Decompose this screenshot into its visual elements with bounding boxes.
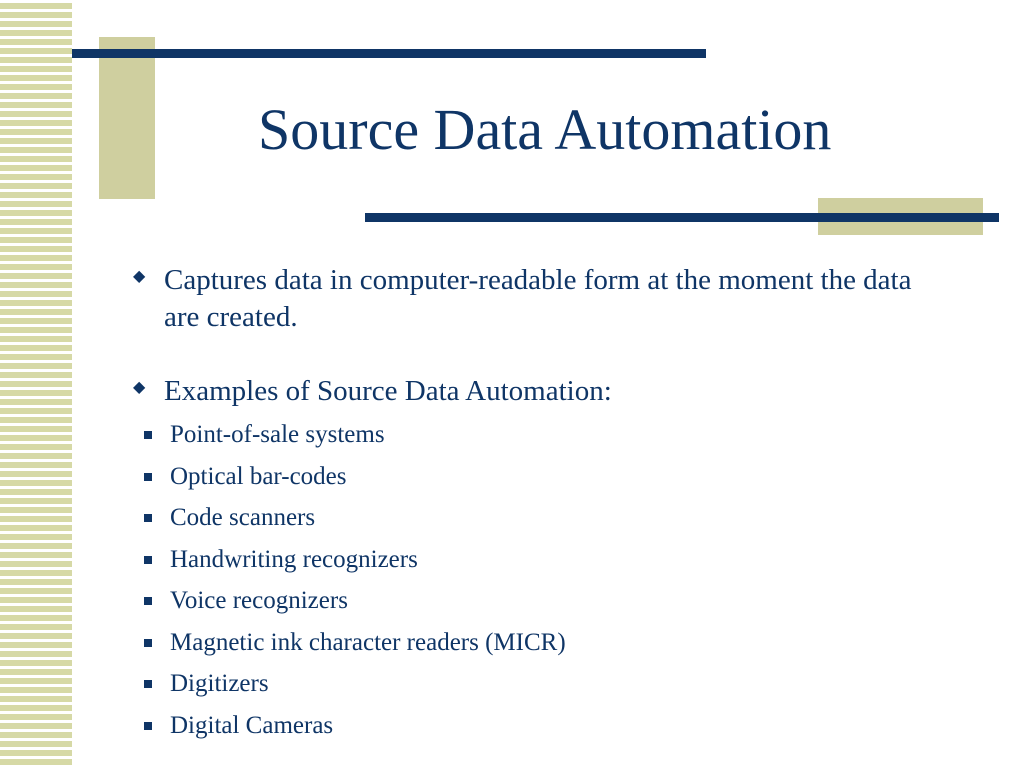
sub-bullet-text: Digitizers	[170, 670, 269, 697]
sub-bullet-item	[142, 497, 948, 539]
sub-bullet-text: Magnetic ink character readers (MICR)	[170, 628, 566, 656]
sub-bullet-item	[142, 456, 948, 498]
square-bullet-icon	[144, 639, 152, 647]
title-rule-bottom	[365, 213, 999, 222]
square-bullet-icon	[144, 680, 152, 688]
sub-bullet-item	[142, 622, 948, 664]
sub-bullet-item	[142, 663, 948, 705]
sub-bullet-text: Digital Cameras	[170, 711, 334, 739]
square-bullet-icon	[144, 556, 152, 564]
sub-bullet-text: Code scanners	[170, 504, 316, 531]
slide-title: Source Data Automation	[258, 97, 832, 162]
sub-bullet-text: Handwriting recognizers	[170, 545, 418, 573]
slide-content	[128, 262, 948, 746]
bullet-text: Examples of Source Data Automation:	[164, 375, 612, 407]
sub-bullet-item	[142, 414, 948, 456]
square-bullet-icon	[144, 473, 152, 481]
sub-bullet-list	[142, 414, 948, 746]
sub-bullet-item	[142, 580, 948, 622]
title-accent-block-left	[99, 37, 155, 199]
striped-side-decoration	[0, 0, 72, 768]
bullet-text: Captures data in computer-readable form at the moment the data are created.	[164, 264, 912, 333]
square-bullet-icon	[144, 431, 152, 439]
square-bullet-icon	[144, 722, 152, 730]
square-bullet-icon	[144, 514, 152, 522]
sub-bullet-text: Point-of-sale systems	[170, 421, 385, 448]
square-bullet-icon	[144, 597, 152, 605]
bullet-item	[128, 262, 948, 336]
diamond-bullet-icon: ◆	[133, 268, 146, 285]
diamond-bullet-icon: ◆	[133, 379, 146, 396]
sub-bullet-text: Voice recognizers	[170, 587, 348, 614]
sub-bullet-text: Optical bar-codes	[170, 462, 347, 490]
sub-bullet-item	[142, 539, 948, 581]
sub-bullet-item	[142, 705, 948, 747]
bullet-item	[128, 373, 948, 746]
title-rule-top	[72, 49, 706, 58]
